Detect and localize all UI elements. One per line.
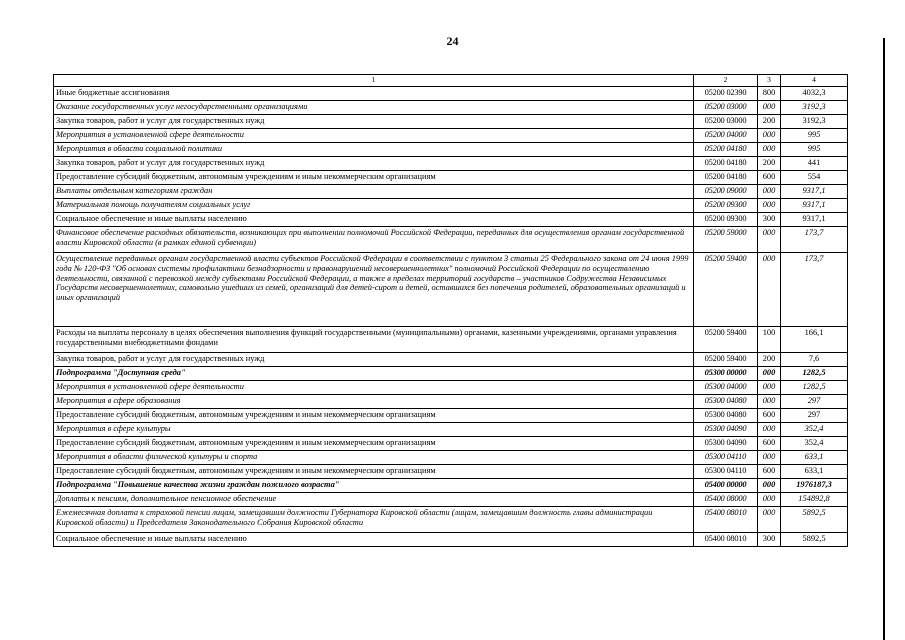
cell-type: 600 — [758, 171, 781, 185]
table-row — [54, 507, 848, 533]
cell-code: 05200 09000 — [694, 185, 758, 199]
cell-amount: 297 — [781, 409, 848, 423]
cell-type: 000 — [758, 129, 781, 143]
cell-amount: 633,1 — [781, 451, 848, 465]
cell-code: 05300 04110 — [694, 465, 758, 479]
cell-amount: 9317,1 — [781, 213, 848, 227]
table-row — [54, 213, 848, 227]
cell-amount: 5892,5 — [781, 507, 848, 533]
cell-code: 05200 09300 — [694, 213, 758, 227]
table-row — [54, 353, 848, 367]
cell-type: 000 — [758, 185, 781, 199]
cell-name: Мероприятия в сфере культуры — [54, 423, 694, 437]
table-row — [54, 493, 848, 507]
cell-name: Оказание государственных услуг негосударственными организациями — [54, 101, 694, 115]
cell-amount: 995 — [781, 143, 848, 157]
cell-type: 000 — [758, 253, 781, 327]
cell-amount: 173,7 — [781, 253, 848, 327]
cell-name: Материальная помощь получателям социальных услуг — [54, 199, 694, 213]
cell-amount: 4032,3 — [781, 87, 848, 101]
cell-type: 000 — [758, 507, 781, 533]
cell-name: Предоставление субсидий бюджетным, автономным учреждениям и иным некоммерческим организациям — [54, 437, 694, 451]
cell-type: 200 — [758, 115, 781, 129]
cell-name: Финансовое обеспечение расходных обязательств, возникающих при выполнении полномочий Российской Федерации, переданных для осуществления органам государственной власти Кировской области (в рамках единой субвенции) — [54, 227, 694, 253]
cell-name: Мероприятия в установленной сфере деятельности — [54, 129, 694, 143]
cell-code: 05400 08000 — [694, 493, 758, 507]
table-header-row — [54, 75, 848, 87]
cell-type: 600 — [758, 437, 781, 451]
table-row — [54, 381, 848, 395]
cell-type: 600 — [758, 409, 781, 423]
cell-amount: 9317,1 — [781, 185, 848, 199]
cell-type: 600 — [758, 465, 781, 479]
cell-amount: 554 — [781, 171, 848, 185]
cell-amount: 352,4 — [781, 437, 848, 451]
cell-code: 05400 00000 — [694, 479, 758, 493]
cell-name: Мероприятия в сфере образования — [54, 395, 694, 409]
cell-code: 05200 02390 — [694, 87, 758, 101]
table-row — [54, 185, 848, 199]
cell-code: 05300 04090 — [694, 437, 758, 451]
cell-type: 200 — [758, 353, 781, 367]
cell-code: 05200 03000 — [694, 101, 758, 115]
cell-type: 000 — [758, 199, 781, 213]
cell-code: 05300 04080 — [694, 409, 758, 423]
cell-code: 05200 04180 — [694, 171, 758, 185]
cell-name: Закупка товаров, работ и услуг для государственных нужд — [54, 157, 694, 171]
cell-amount: 352,4 — [781, 423, 848, 437]
cell-amount: 995 — [781, 129, 848, 143]
cell-amount: 1976187,3 — [781, 479, 848, 493]
column-header: 2 — [694, 75, 758, 87]
cell-name: Предоставление субсидий бюджетным, автономным учреждениям и иным некоммерческим организациям — [54, 171, 694, 185]
cell-name: Закупка товаров, работ и услуг для государственных нужд — [54, 115, 694, 129]
cell-type: 300 — [758, 213, 781, 227]
table-row — [54, 227, 848, 253]
cell-amount: 154892,8 — [781, 493, 848, 507]
table-row — [54, 479, 848, 493]
table-row — [54, 115, 848, 129]
cell-amount: 441 — [781, 157, 848, 171]
cell-type: 100 — [758, 327, 781, 353]
cell-code: 05400 08010 — [694, 533, 758, 547]
margin-line — [883, 38, 885, 640]
cell-type: 300 — [758, 533, 781, 547]
cell-code: 05200 59400 — [694, 353, 758, 367]
cell-type: 000 — [758, 227, 781, 253]
cell-amount: 7,6 — [781, 353, 848, 367]
table-row — [54, 199, 848, 213]
cell-name: Закупка товаров, работ и услуг для государственных нужд — [54, 353, 694, 367]
cell-type: 000 — [758, 367, 781, 381]
cell-code: 05300 04080 — [694, 395, 758, 409]
cell-name: Доплаты к пенсиям, дополнительное пенсионное обеспечение — [54, 493, 694, 507]
cell-name: Подпрограмма "Повышение качества жизни граждан пожилого возраста" — [54, 479, 694, 493]
cell-amount: 9317,1 — [781, 199, 848, 213]
table-row — [54, 101, 848, 115]
cell-name: Мероприятия в установленной сфере деятельности — [54, 381, 694, 395]
cell-type: 000 — [758, 101, 781, 115]
cell-code: 05300 04110 — [694, 451, 758, 465]
cell-amount: 173,7 — [781, 227, 848, 253]
cell-name: Выплаты отдельным категориям граждан — [54, 185, 694, 199]
cell-code: 05200 03000 — [694, 115, 758, 129]
table-row — [54, 157, 848, 171]
cell-name: Подпрограмма "Доступная среда" — [54, 367, 694, 381]
table-row — [54, 395, 848, 409]
cell-name: Осуществление переданных органам государственной власти субъектов Российской Федерации в соответствии с пунктом 3 статьи 25 Федерального закона от 24 июня 1999 года № 120-ФЗ "Об основах системы профилактики безнадзорности и правонарушений несовершеннолетних" полномочий Российской Федерации по осуществлению деятельности, связанной с перевозкой между субъектами Российской Федерации, а также в пределах территорий государств – участников Содружества Независимых Государств несовершеннолетних, самовольно ушедших из семей, организаций для детей-сирот и детей, оставшихся без попечения родителей, образовательных организаций и иных организаций — [54, 253, 694, 327]
cell-amount: 1282,5 — [781, 381, 848, 395]
cell-type: 000 — [758, 479, 781, 493]
column-header: 1 — [54, 75, 694, 87]
cell-code: 05300 04000 — [694, 381, 758, 395]
cell-type: 200 — [758, 157, 781, 171]
table-row — [54, 129, 848, 143]
cell-amount: 166,1 — [781, 327, 848, 353]
table-row — [54, 451, 848, 465]
cell-type: 000 — [758, 381, 781, 395]
cell-code: 05200 59400 — [694, 327, 758, 353]
table-row — [54, 533, 848, 547]
cell-amount: 1282,5 — [781, 367, 848, 381]
cell-code: 05200 04000 — [694, 129, 758, 143]
cell-code: 05200 04180 — [694, 143, 758, 157]
table-row — [54, 143, 848, 157]
cell-code: 05200 09300 — [694, 199, 758, 213]
cell-amount: 3192,3 — [781, 115, 848, 129]
cell-name: Предоставление субсидий бюджетным, автономным учреждениям и иным некоммерческим организациям — [54, 409, 694, 423]
table-row — [54, 253, 848, 327]
cell-name: Предоставление субсидий бюджетным, автономным учреждениям и иным некоммерческим организациям — [54, 465, 694, 479]
table-row — [54, 409, 848, 423]
cell-amount: 3192,3 — [781, 101, 848, 115]
cell-type: 000 — [758, 493, 781, 507]
cell-code: 05400 08010 — [694, 507, 758, 533]
cell-name: Мероприятия в области физической культуры и спорта — [54, 451, 694, 465]
cell-name: Мероприятия в области социальной политики — [54, 143, 694, 157]
cell-name: Иные бюджетные ассигнования — [54, 87, 694, 101]
table-row — [54, 327, 848, 353]
cell-type: 800 — [758, 87, 781, 101]
table-row — [54, 171, 848, 185]
column-header: 3 — [758, 75, 781, 87]
cell-name: Ежемесячная доплата к страховой пенсии лицам, замещавшим должности Губернатора Кировской области (лицам, замещавшим должность главы администрации Кировской области) и Председателя Законодательного Собрания Кировской области — [54, 507, 694, 533]
table-row — [54, 437, 848, 451]
cell-type: 000 — [758, 451, 781, 465]
table-row — [54, 87, 848, 101]
column-header: 4 — [781, 75, 848, 87]
cell-code: 05200 59400 — [694, 253, 758, 327]
cell-code: 05300 04090 — [694, 423, 758, 437]
cell-name: Социальное обеспечение и иные выплаты населению — [54, 533, 694, 547]
cell-name: Социальное обеспечение и иные выплаты населению — [54, 213, 694, 227]
cell-type: 000 — [758, 423, 781, 437]
cell-type: 000 — [758, 395, 781, 409]
cell-type: 000 — [758, 143, 781, 157]
table-row — [54, 367, 848, 381]
table-row — [54, 423, 848, 437]
page-number: 24 — [446, 34, 459, 48]
cell-amount: 633,1 — [781, 465, 848, 479]
cell-amount: 5892,5 — [781, 533, 848, 547]
cell-amount: 297 — [781, 395, 848, 409]
table-row — [54, 465, 848, 479]
cell-name: Расходы на выплаты персоналу в целях обеспечения выполнения функций государственными (муниципальными) органами, казенными учреждениями, органами управления государственными внебюджетными фондами — [54, 327, 694, 353]
cell-code: 05300 00000 — [694, 367, 758, 381]
cell-code: 05200 04180 — [694, 157, 758, 171]
budget-table — [53, 74, 848, 547]
cell-code: 05200 59000 — [694, 227, 758, 253]
